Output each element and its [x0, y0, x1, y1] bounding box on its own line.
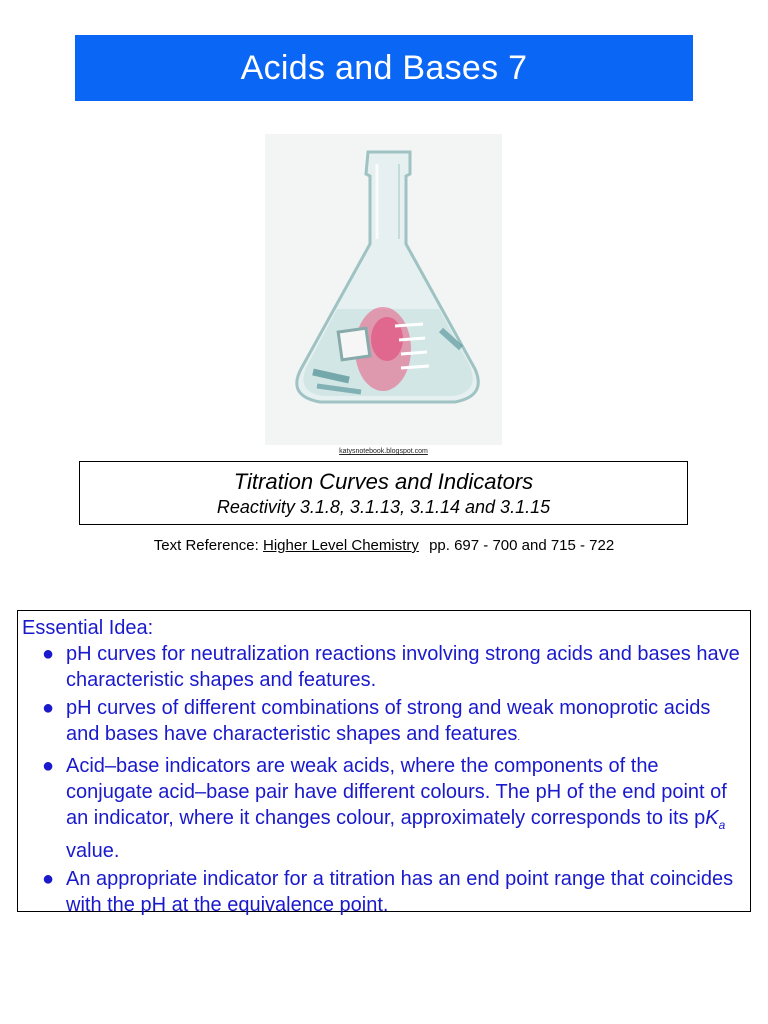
list-item — [22, 695, 744, 751]
idea-text: pH curves of different combinations of strong and weak monoprotic acids and bases have characteristic shapes and features — [66, 697, 711, 745]
bullet-icon: ● — [42, 697, 55, 719]
list-item — [22, 753, 744, 864]
topic-subtitle: Reactivity 3.1.8, 3.1.13, 3.1.14 and 3.1.15 — [216, 497, 551, 517]
list-item — [22, 866, 744, 918]
list-item — [22, 641, 744, 693]
essential-idea-box — [17, 610, 751, 916]
bullet-icon: ● — [42, 868, 55, 890]
image-credit[interactable]: katysnotebook.blogspot.com — [339, 448, 428, 455]
bullet-icon: ● — [42, 643, 55, 665]
essential-idea-list — [22, 641, 744, 918]
text-reference — [0, 537, 768, 554]
flask-icon — [265, 134, 502, 445]
idea-text: Acid–base indicators are weak acids, where the components of the conjugate acid–base pair have different colours. The pH of the end point of an indicator, where it changes colour, approximately corresponds to its p — [66, 755, 727, 829]
flask-illustration — [265, 134, 502, 445]
reference-book: Higher Level Chemistry — [263, 537, 419, 554]
page-title: Acids and Bases 7 — [240, 48, 528, 87]
topic-title: Titration Curves and Indicators — [233, 469, 534, 494]
essential-idea-heading: Essential Idea: — [22, 617, 154, 639]
idea-suffix: . — [370, 669, 377, 691]
bullet-icon: ● — [42, 755, 55, 777]
pka-subscript: a — [718, 818, 726, 832]
topic-box — [79, 461, 688, 525]
reference-prefix: Text Reference: — [153, 537, 259, 554]
idea-text: pH curves for neutralization reactions involving strong acids and bases have characteristic shapes and features — [66, 643, 740, 691]
idea-text: An appropriate indicator for a titration has an end point range that coincides with the pH at the equivalence point. — [66, 868, 734, 916]
idea-suffix: . — [517, 732, 521, 743]
title-banner — [75, 35, 693, 101]
idea-text-end: value. — [66, 840, 120, 862]
pka-k: K — [705, 807, 719, 829]
reference-pages: pp. 697 - 700 and 715 - 722 — [429, 537, 615, 554]
